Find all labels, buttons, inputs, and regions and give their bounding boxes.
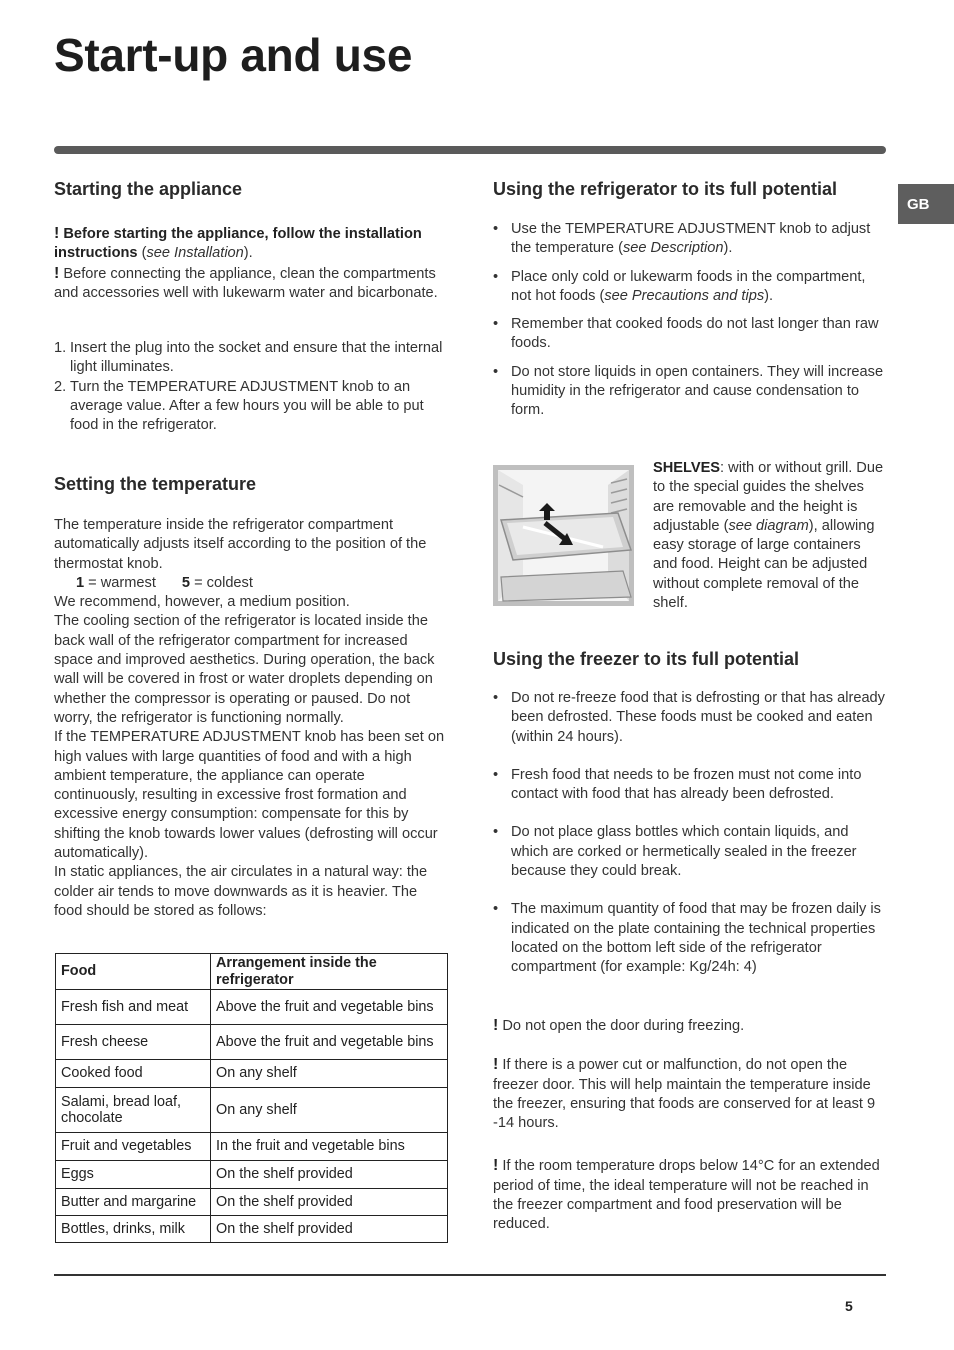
- page-title: Start-up and use: [54, 29, 413, 81]
- table-row: [56, 1060, 448, 1088]
- table-cell-food: Eggs: [56, 1161, 211, 1189]
- table-cell-food: Fresh fish and meat: [56, 990, 211, 1025]
- list-item: • Do not place glass bottles which contain liquids, and which are corked or hermetically sealed in the freezer because they could break.: [493, 824, 857, 880]
- warning-note: ! If the room temperature drops below 14°C for an extended period of time, the ideal temperature will not be reached in the freezer compartment and food preservation will be reduced.: [493, 1157, 880, 1233]
- table-cell-arrangement: On any shelf: [211, 1060, 448, 1088]
- table-row: [56, 1133, 448, 1161]
- starting-steps: [54, 339, 448, 435]
- list-item: • Remember that cooked foods do not last longer than raw foods.: [493, 316, 879, 352]
- list-item: • Fresh food that needs to be frozen must not come into contact with food that has already been defrosted.: [493, 766, 862, 803]
- table-cell-food: Fruit and vegetables: [56, 1133, 211, 1161]
- temperature-scale: 1 = warmest 5 = coldest: [76, 574, 253, 591]
- table-cell-food: Salami, bread loaf, chocolate: [56, 1088, 211, 1133]
- setting-para: We recommend, however, a medium position.: [54, 594, 350, 611]
- table-cell-arrangement: In the fruit and vegetable bins: [211, 1133, 448, 1161]
- footer-rule: [54, 1274, 886, 1276]
- table-cell-arrangement: On the shelf provided: [211, 1216, 448, 1243]
- section-heading-starting: Starting the appliance: [54, 179, 243, 199]
- setting-para: If the TEMPERATURE ADJUSTMENT knob has been set on high values with large quantities of food and with a high ambient temperature, the appliance can operate continuously, resulting in excessive frost formation and excessive energy consumption: compensate for this by shifting the knob towards lower values (defrosting will occur automatically).: [54, 729, 445, 862]
- table-cell-arrangement: Above the fruit and vegetable bins: [211, 990, 448, 1025]
- table-row: [56, 1025, 448, 1060]
- table-header-arrangement: Arrangement inside the refrigerator: [211, 954, 448, 990]
- header-rule: [54, 146, 886, 154]
- table-cell-food: Bottles, drinks, milk: [56, 1216, 211, 1243]
- freezer-tips: [493, 689, 887, 978]
- page-number: 5: [845, 1298, 853, 1314]
- warning-cleaning: ! Before connecting the appliance, clean the compartments and accessories well with lukewarm water and bicarbonate.: [54, 264, 438, 301]
- table-row: [56, 1189, 448, 1216]
- warning-installation: ! Before starting the appliance, follow the installation instructions (see Installation).: [54, 225, 422, 262]
- shelves-description: SHELVES: with or without grill. Due to the special guides the shelves are removable and the height is adjustable (see diagram), allowing easy storage of large containers and food. Height can be adjusted without complete removal of the shelf.: [653, 460, 884, 612]
- language-tab-label: GB: [907, 195, 930, 213]
- language-tab: [898, 184, 954, 224]
- table-cell-food: Fresh cheese: [56, 1025, 211, 1060]
- setting-body: [54, 516, 448, 921]
- warning-note: ! Do not open the door during freezing.: [493, 1017, 745, 1034]
- table-cell-arrangement: On any shelf: [211, 1088, 448, 1133]
- refrigerator-tips: [493, 220, 887, 421]
- table-header-row: [56, 954, 448, 990]
- warning-note: ! If there is a power cut or malfunction, do not open the freezer door. This will help maintain the temperature inside the freezer, ensuring that foods are conserved for at least 9 -14 hours.: [493, 1056, 876, 1132]
- table-row: [56, 1216, 448, 1243]
- list-item: • Do not store liquids in open containers. They will increase humidity in the refrigerator and cause condensation to form.: [493, 363, 884, 419]
- shelf-diagram-image: [493, 465, 634, 606]
- list-item: • Use the TEMPERATURE ADJUSTMENT knob to adjust the temperature (see Description).: [493, 221, 871, 257]
- setting-para: The temperature inside the refrigerator compartment automatically adjusts itself according to the position of the thermostat knob.: [54, 517, 427, 572]
- table-header-food: Food: [56, 954, 211, 990]
- section-heading-setting: Setting the temperature: [54, 474, 257, 494]
- list-item: • Do not re-freeze food that is defrosting or that has already been defrosted. These foods must be cooked and eaten (within 24 hours).: [493, 690, 885, 745]
- list-item: • Place only cold or lukewarm foods in the compartment, not hot foods (see Precautions and tips).: [493, 268, 866, 304]
- food-storage-table: [55, 953, 448, 1243]
- table-cell-arrangement: On the shelf provided: [211, 1161, 448, 1189]
- step-item: 1. Insert the plug into the socket and ensure that the internal light illuminates.: [54, 340, 443, 376]
- list-item: • The maximum quantity of food that may be frozen daily is indicated on the plate containing the technical properties located on the bottom left side of the refrigerator compartment (for example: Kg/24h: 4): [493, 901, 881, 976]
- freezer-warnings: [493, 1016, 887, 1235]
- table-cell-food: Cooked food: [56, 1060, 211, 1088]
- setting-para: In static appliances, the air circulates in a natural way: the colder air tends to move downwards as it is heavier. The food should be stored as follows:: [54, 864, 428, 919]
- setting-para: The cooling section of the refrigerator is located inside the back wall of the refrigerator compartment for increased space and improved aesthetics. During operation, the back wall will be covered in frost or water droplets depending on whether the compressor is operating or paused. Do not worry, the refrigerator is functioning normally.: [54, 613, 435, 726]
- table-cell-arrangement: Above the fruit and vegetable bins: [211, 1025, 448, 1060]
- starting-warnings: [54, 224, 448, 303]
- table-row: [56, 1088, 448, 1133]
- step-item: 2. Turn the TEMPERATURE ADJUSTMENT knob to an average value. After a few hours you will be able to put food in the refrigerator.: [54, 378, 424, 434]
- table-row: [56, 990, 448, 1025]
- section-heading-refrigerator: Using the refrigerator to its full potential: [493, 179, 838, 199]
- section-heading-freezer: Using the freezer to its full potential: [493, 649, 800, 669]
- table-cell-food: Butter and margarine: [56, 1189, 211, 1216]
- table-cell-arrangement: On the shelf provided: [211, 1189, 448, 1216]
- table-row: [56, 1161, 448, 1189]
